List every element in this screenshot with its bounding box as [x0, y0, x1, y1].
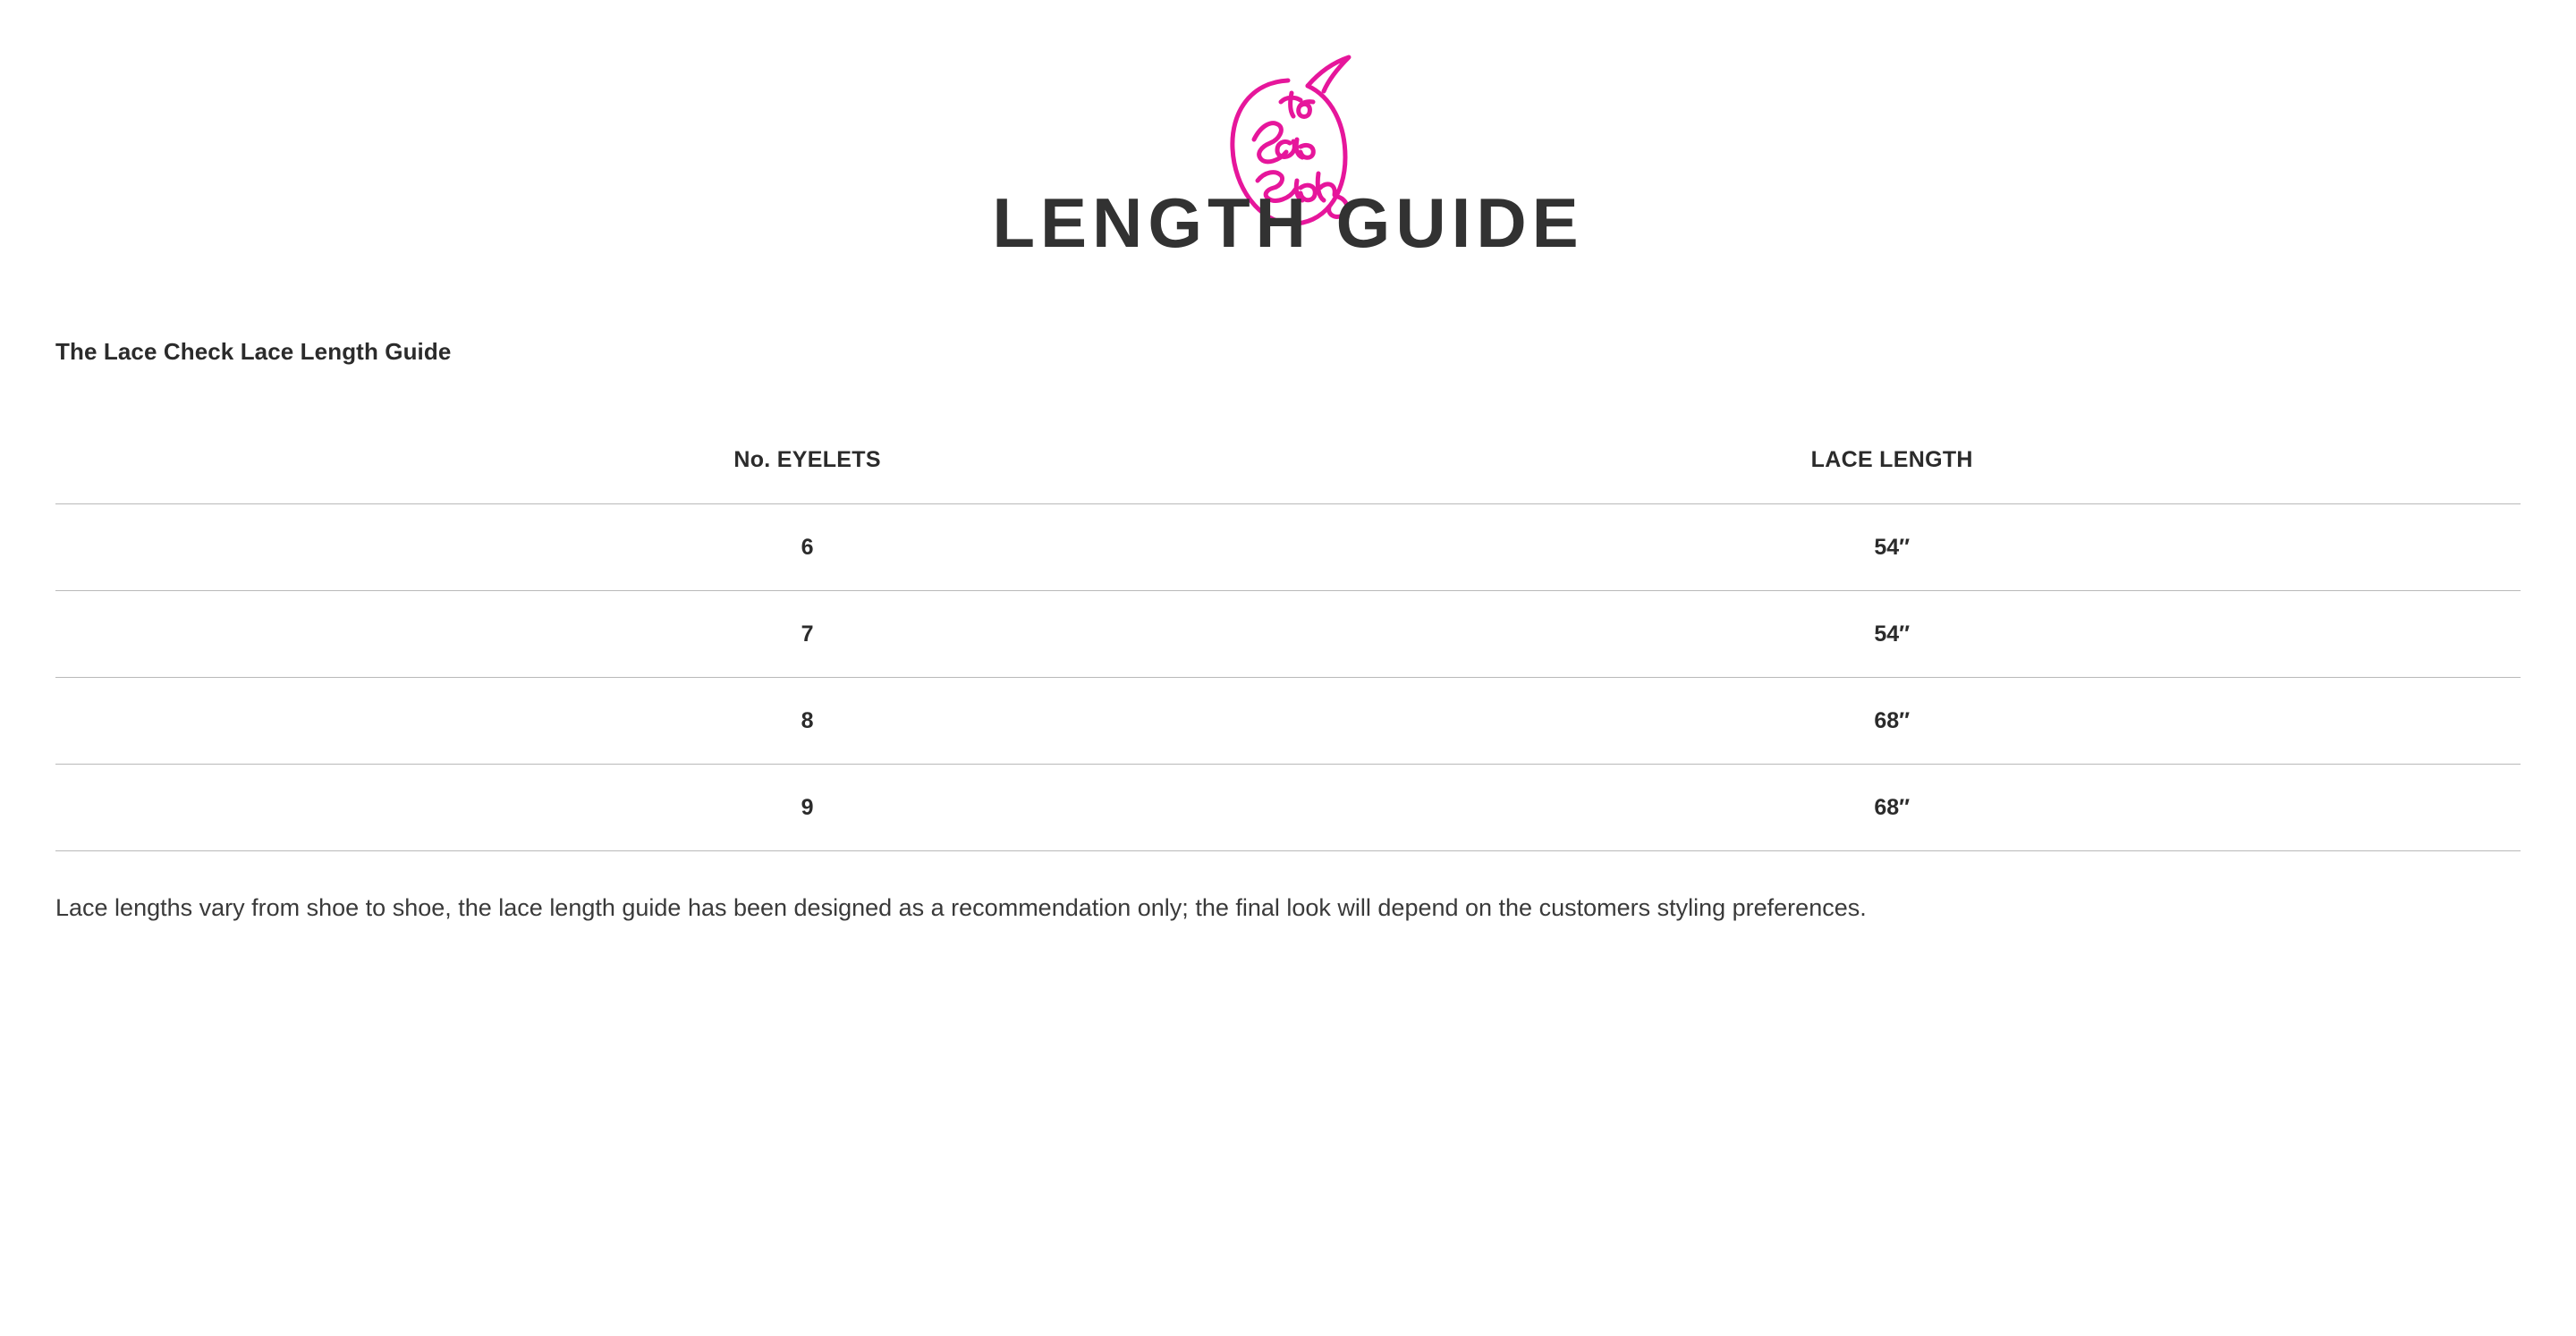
page-title: LENGTH GUIDE [992, 183, 1584, 262]
table-cell-lace-length: 54″ [1263, 591, 2521, 678]
table-cell-lace-length: 68″ [1263, 765, 2521, 851]
table-cell-lace-length: 68″ [1263, 678, 2521, 765]
table-header-blank [55, 446, 352, 504]
table-cell-eyelets: 6 [352, 504, 1264, 591]
table-header-row [55, 446, 2521, 504]
lace-length-table [55, 446, 2521, 851]
page-subtitle: The Lace Check Lace Length Guide [55, 338, 452, 365]
table-cell-blank [55, 678, 352, 765]
table-cell-blank [55, 765, 352, 851]
table-cell-blank [55, 504, 352, 591]
table-cell-blank [55, 591, 352, 678]
disclaimer-text: Lace lengths vary from shoe to shoe, the lace length guide has been designed as a recommendation only; the final look will depend on the customers styling preferences. [55, 894, 1867, 921]
table-cell-eyelets: 9 [352, 765, 1264, 851]
table-header-eyelets: No. EYELETS [733, 447, 881, 472]
table-cell-eyelets: 7 [352, 591, 1264, 678]
brand-logo-container [55, 0, 2521, 197]
table-header-lace-length: LACE LENGTH [1810, 447, 1973, 472]
table-row [55, 504, 2521, 591]
table-row [55, 678, 2521, 765]
table-cell-lace-length: 54″ [1263, 504, 2521, 591]
table-row [55, 591, 2521, 678]
table-row [55, 765, 2521, 851]
table-cell-eyelets: 8 [352, 678, 1264, 765]
